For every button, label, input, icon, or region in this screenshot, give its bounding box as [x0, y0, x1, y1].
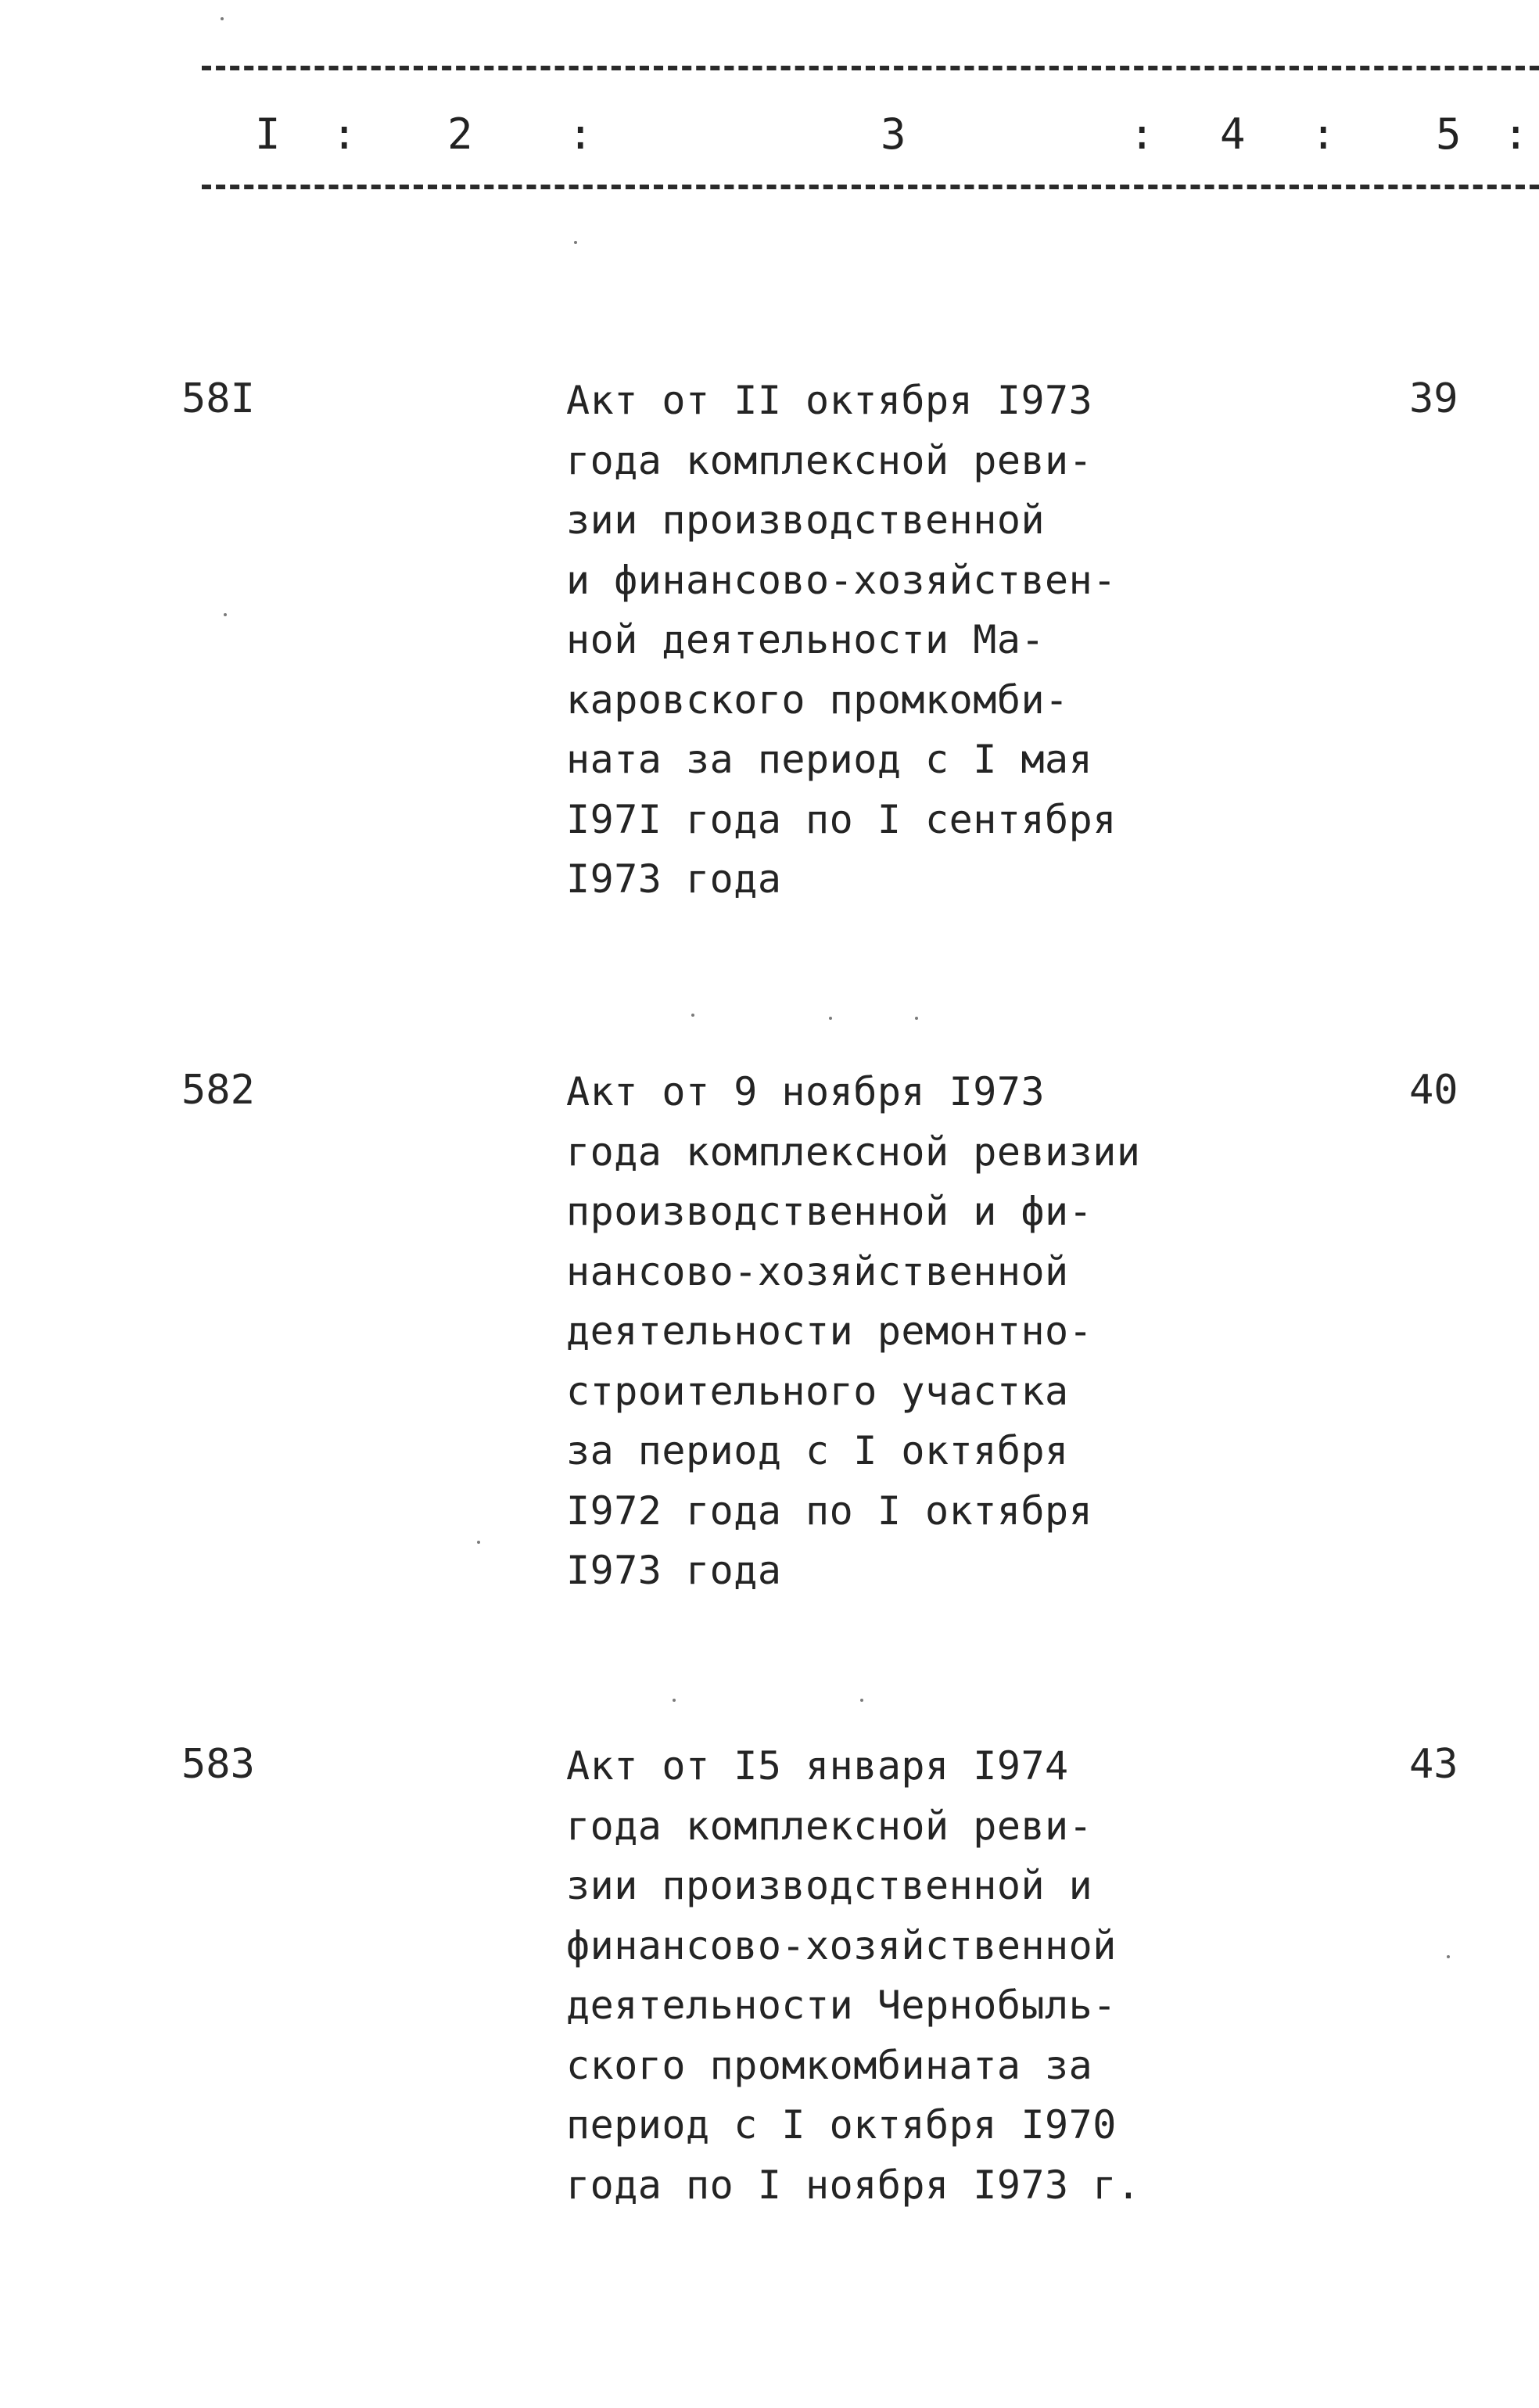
scan-speck [221, 17, 224, 20]
row-number: 583 [181, 1741, 255, 1788]
row-description: Акт от II октября I973 года комплексной реви- зии производственной и финансово-хозяйствен- ной деятельности Ма- каровского промкомби- ната за период с I мая I97I года по I сентября I973 года [566, 378, 1117, 902]
row-description: Акт от I5 января I974 года комплексной реви- зии производственной и финансово-хозяйственной деятельности Чернобыль- ского промкомбината за период с I октября I970 года по I ноября I973 г. [566, 1743, 1141, 2208]
scan-speck [224, 613, 227, 616]
column-separator: : [332, 109, 357, 159]
column-separator: : [1311, 109, 1336, 159]
row-description: Акт от 9 ноября I973 года комплексной ревизии производственной и фи- нансово-хозяйственной деятельности ремонтно- строительного участка за период с I октября I972 года по I октября I973 года [566, 1069, 1141, 1593]
row-sheet-number: 40 [1409, 1067, 1458, 1114]
column-header-1: I [255, 109, 281, 159]
header-bottom-rule [202, 185, 1539, 189]
row-number: 58I [181, 375, 255, 422]
row-sheet-number: 39 [1409, 375, 1458, 422]
scan-speck [477, 1541, 480, 1544]
row-number: 582 [181, 1067, 255, 1114]
row-sheet-number: 43 [1409, 1741, 1458, 1788]
column-separator: : [1503, 109, 1529, 159]
column-header-4: 4 [1220, 109, 1246, 159]
column-separator: : [568, 109, 594, 159]
column-header-3: 3 [881, 109, 906, 159]
header-top-rule [202, 66, 1539, 70]
scan-speck [829, 1017, 832, 1020]
column-header-5: 5 [1436, 109, 1462, 159]
scan-speck [915, 1017, 918, 1020]
scan-speck [691, 1014, 694, 1017]
column-header-2: 2 [447, 109, 473, 159]
scan-speck [860, 1699, 863, 1702]
scan-speck [673, 1699, 676, 1702]
scan-speck [1447, 1955, 1450, 1958]
scan-speck [574, 241, 577, 244]
column-separator: : [1129, 109, 1155, 159]
